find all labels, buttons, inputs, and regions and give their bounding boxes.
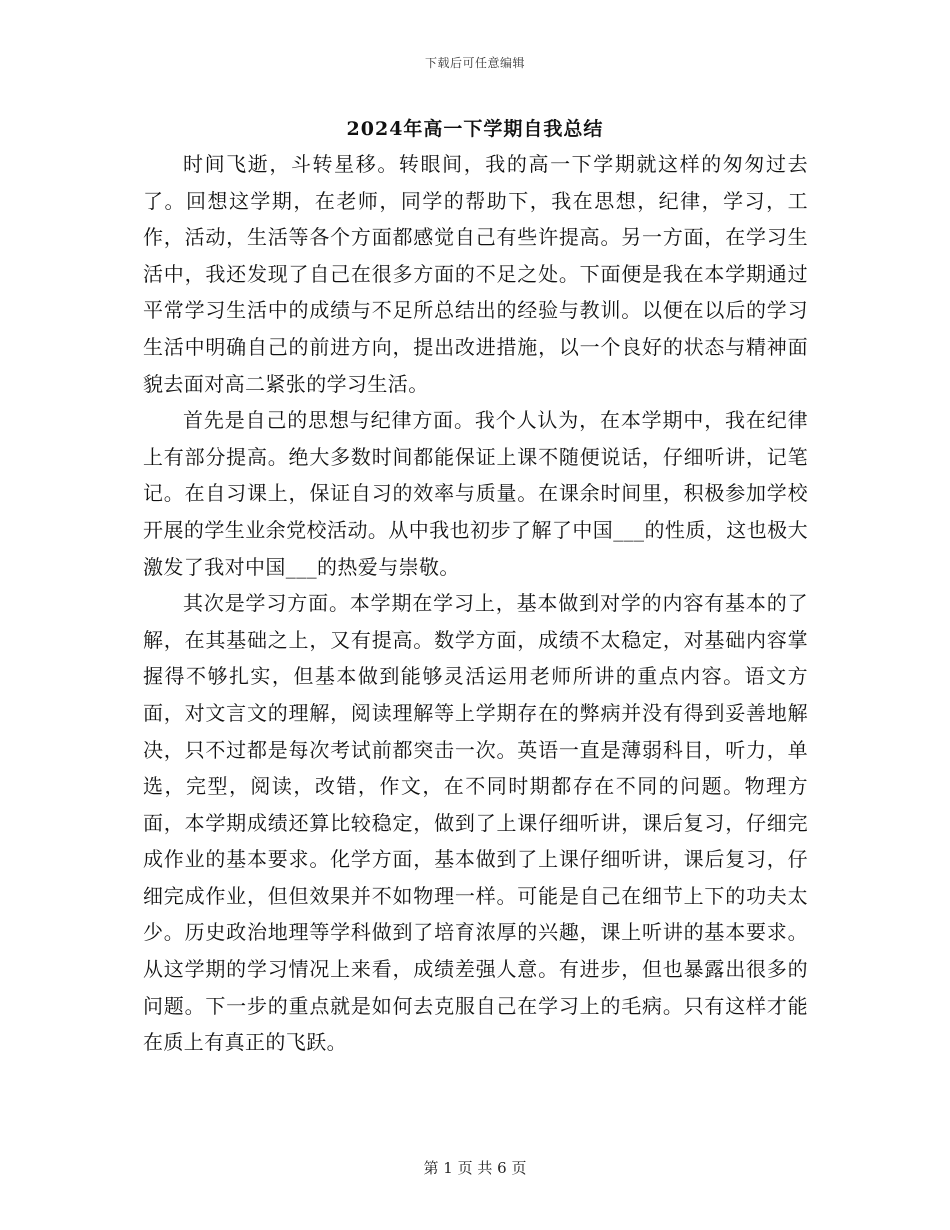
document-body xyxy=(143,146,808,1061)
paragraph-intro: 时间飞逝，斗转星移。转眼间，我的高一下学期就这样的匆匆过去了。回想这学期，在老师，同学的帮助下，我在思想，纪律，学习，工作，活动，生活等各个方面都感觉自己有些许提高。另一方面，在学习生活中，我还发现了自己在很多方面的不足之处。下面便是我在本学期通过平常学习生活中的成绩与不足所总结出的经验与教训。以便在以后的学习生活中明确自己的前进方向，提出改进措施，以一个良好的状态与精神面貌去面对高二紧张的学习生活。 xyxy=(143,152,808,396)
page-number: 第 1 页 共 6 页 xyxy=(423,1159,527,1177)
paragraph-discipline: 首先是自己的思想与纪律方面。我个人认为，在本学期中，我在纪律上有部分提高。绝大多数时间都能保证上课不随便说话，仔细听讲，记笔记。在自习课上，保证自习的效率与质量。在课余时间里，积极参加学校开展的学生业余党校活动。从中我也初步了解了中国___的性质，这也极大激发了我对中国___的热爱与崇敬。 xyxy=(143,408,808,579)
page-header-note: 下载后可任意编辑 xyxy=(424,56,525,70)
paragraph-study: 其次是学习方面。本学期在学习上，基本做到对学的内容有基本的了解，在其基础之上，又有提高。数学方面，成绩不太稳定，对基础内容掌握得不够扎实，但基本做到能够灵活运用老师所讲的重点内容。语文方面，对文言文的理解，阅读理解等上学期存在的弊病并没有得到妥善地解决，只不过都是每次考试前都突击一次。英语一直是薄弱科目，听力，单选，完型，阅读，改错，作文，在不同时期都存在不同的问题。物理方面，本学期成绩还算比较稳定，做到了上课仔细听讲，课后复习，仔细完成作业的基本要求。化学方面，基本做到了上课仔细听讲，课后复习，仔细完成作业，但但效果并不如物理一样。可能是自己在细节上下的功夫太少。历史政治地理等学科做到了培育浓厚的兴趣，课上听讲的基本要求。从这学期的学习情况上来看，成绩差强人意。有进步，但也暴露出很多的问题。下一步的重点就是如何去克服自己在学习上的毛病。只有这样才能在质上有真正的飞跃。 xyxy=(143,591,808,1055)
document-title: 2024年高一下学期自我总结 xyxy=(346,118,604,140)
